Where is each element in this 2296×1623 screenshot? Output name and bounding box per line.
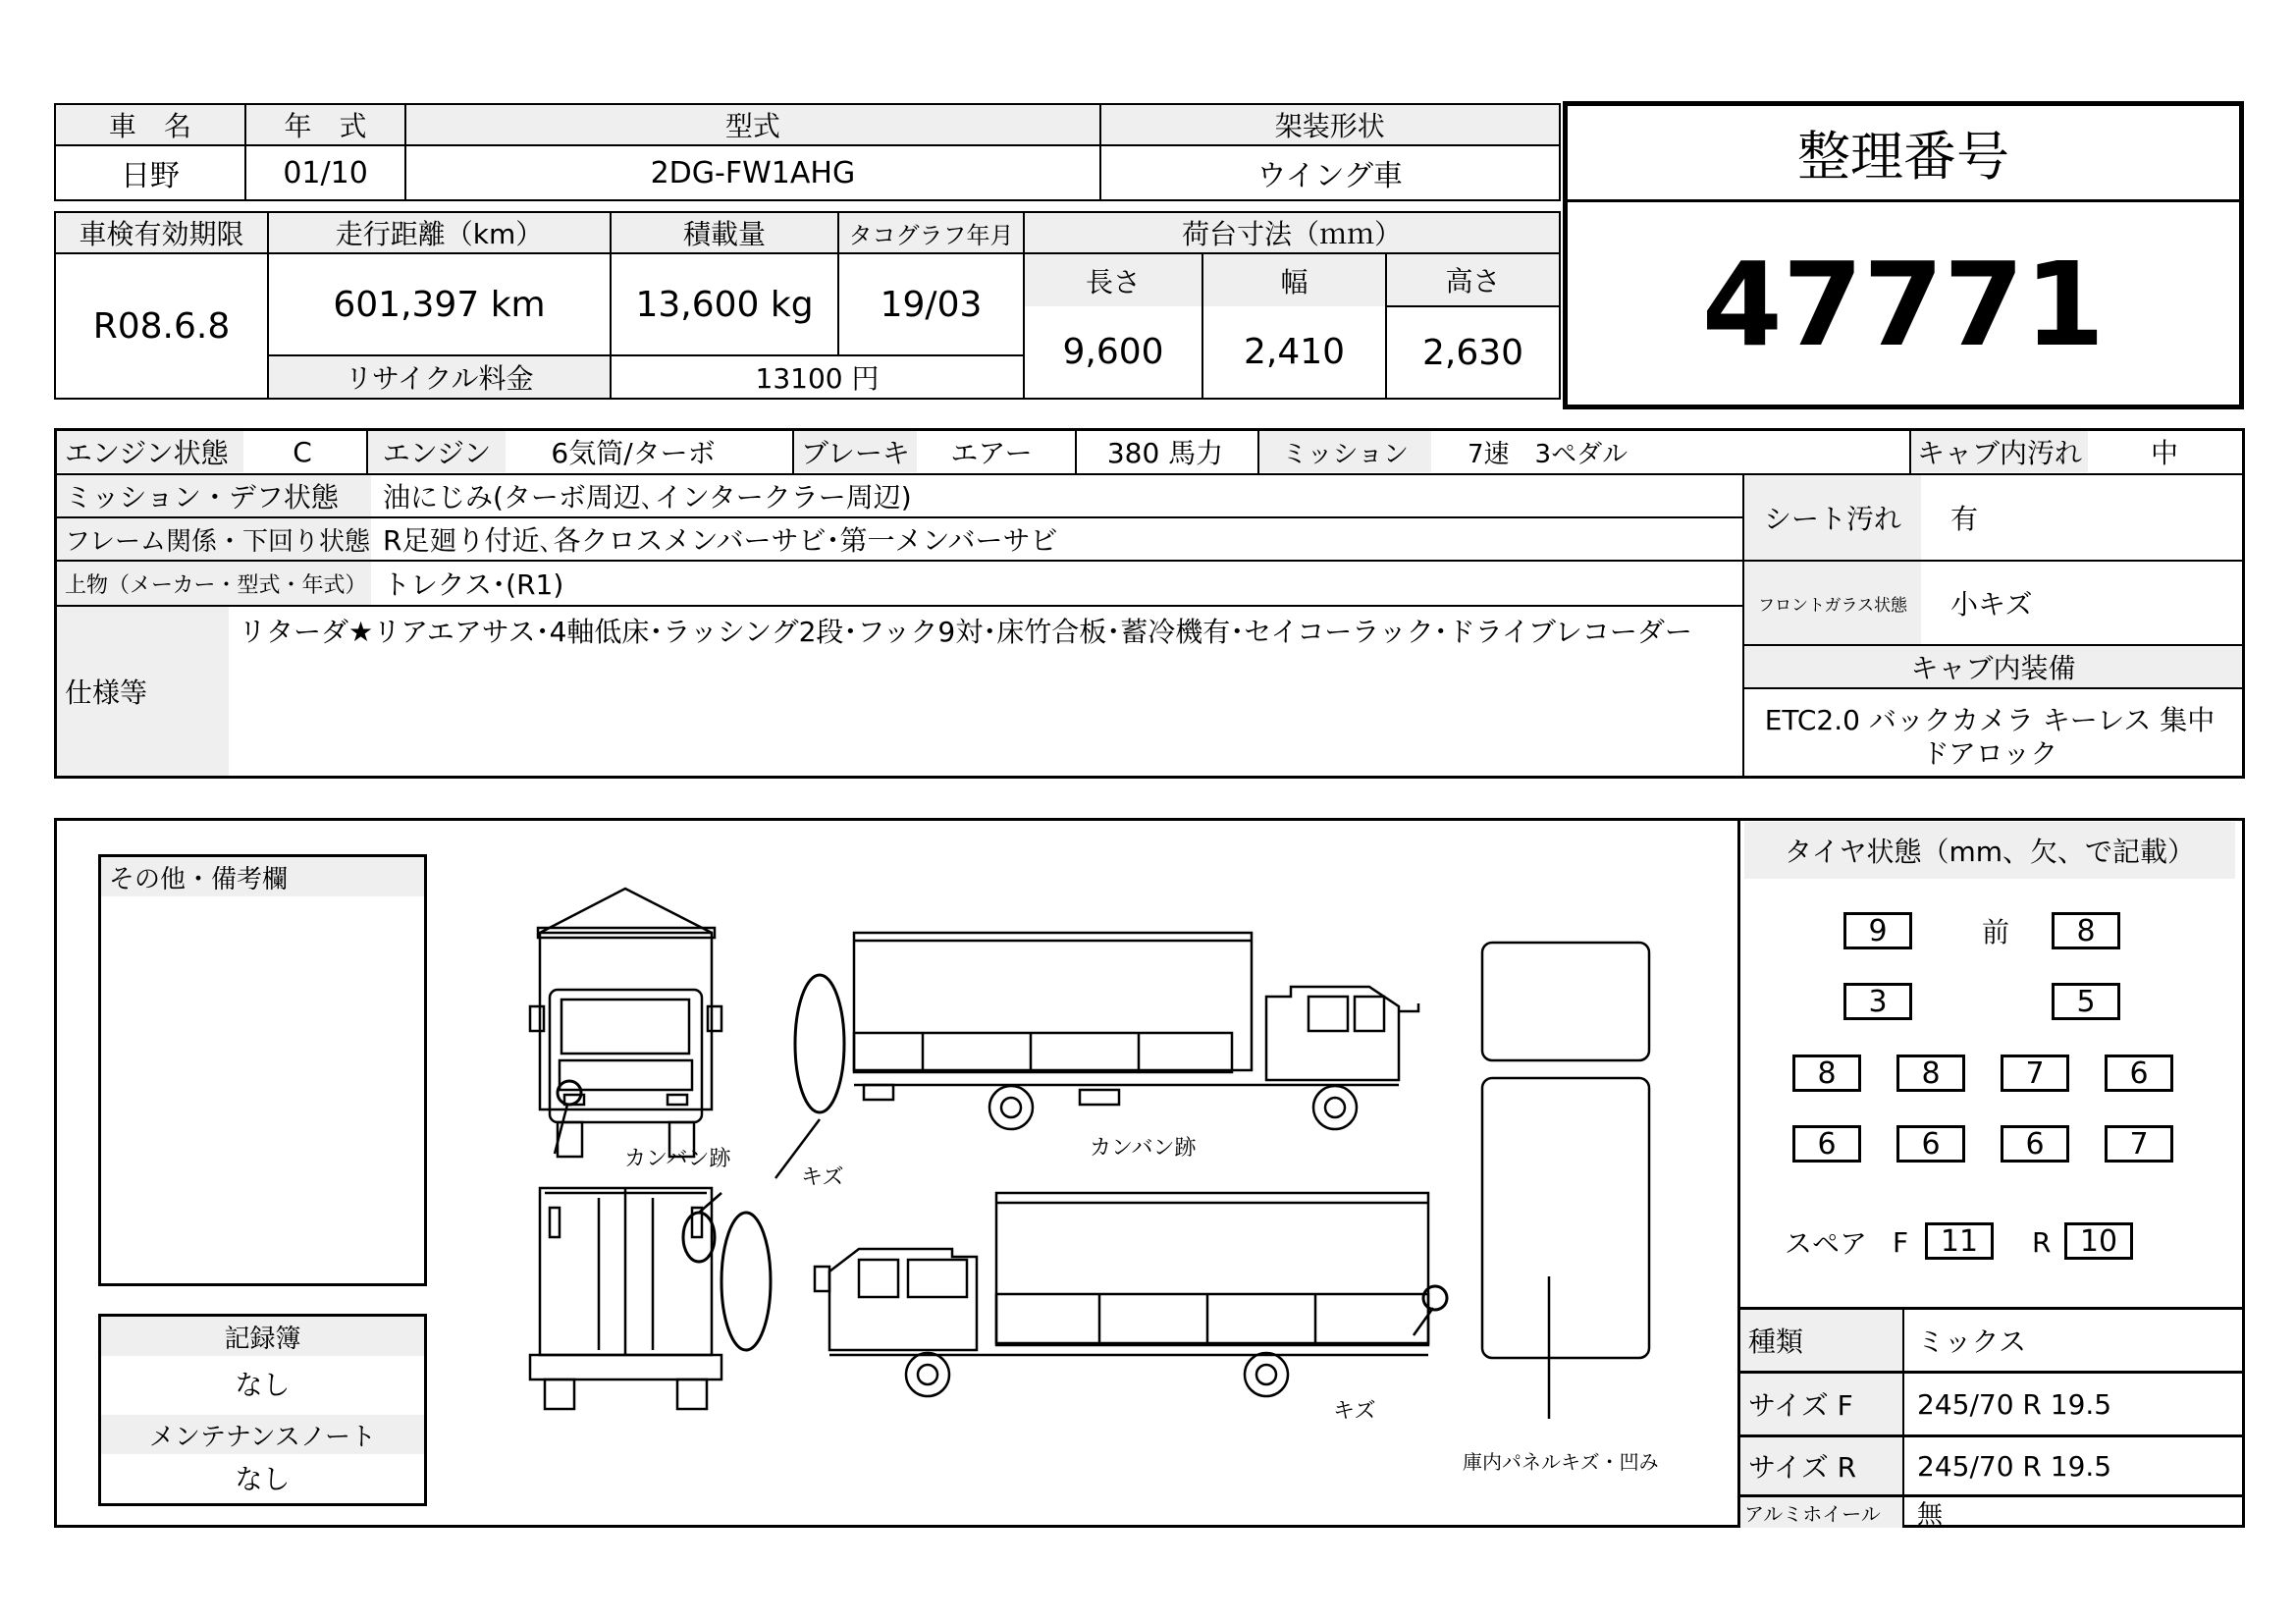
- tire-info: [1740, 1307, 2245, 1530]
- tire-row2-left: 3: [1843, 983, 1912, 1020]
- type-label: 種類: [1740, 1310, 1902, 1371]
- inspection-table: [54, 211, 1561, 400]
- load-value: 13,600 kg: [611, 253, 838, 355]
- mission-value: 7速 3ペダル: [1468, 439, 1629, 469]
- upper-label: 上物（メーカー・型式・年式）: [57, 562, 371, 605]
- floor-panel-box: [1482, 1078, 1649, 1358]
- scratch-label-1: キズ: [801, 1165, 844, 1190]
- size-r-label: サイズ R: [1740, 1437, 1902, 1494]
- seat-cell: [1744, 475, 2242, 562]
- notes-label: その他・備考欄: [101, 857, 424, 896]
- tire-row3-3: 7: [2001, 1055, 2069, 1092]
- scratch-mark-2: [1423, 1286, 1447, 1310]
- ref-box: [1563, 101, 2244, 409]
- mission-def-label: ミッション・デフ状態: [57, 475, 371, 516]
- spec-value: リターダ★リアエアサス･4軸低床･ラッシング2段･フック9対･床竹合板･蓄冷機有･セイコーラック･ドライブレコーダー: [239, 616, 1692, 648]
- expiry-value: R08.6.8: [55, 253, 268, 399]
- record-label: 記録簿: [101, 1317, 424, 1356]
- truck-left-side-view: [854, 933, 1418, 1129]
- type-value: ミックス: [1917, 1325, 2027, 1358]
- brake-label: ブレーキ: [794, 431, 917, 472]
- expiry-header: 車検有効期限: [55, 212, 268, 253]
- cab-equip-label: キャブ内装備: [1744, 646, 2242, 689]
- tire-row3-1: 8: [1792, 1055, 1861, 1092]
- tacho-value: 19/03: [838, 253, 1024, 355]
- vehicle-model: 2DG-FW1AHG: [405, 145, 1099, 200]
- scratch-mark-1: [558, 1081, 581, 1105]
- cab-dirt-value: 中: [2150, 437, 2178, 469]
- status-row-1: [54, 428, 2245, 475]
- cab-equip-value: ETC2.0 バックカメラ キーレス 集中ドアロック: [1764, 704, 2216, 770]
- name-header: 車 名: [55, 104, 245, 145]
- engine-state-label: エンジン状態: [57, 431, 243, 472]
- spare-f-value: 11: [1925, 1222, 1994, 1260]
- status-row-spec: [54, 607, 1743, 779]
- upper-value: トレクス･(R1): [383, 568, 564, 601]
- year-header: 年 式: [245, 104, 405, 145]
- truck-back-view: [530, 1188, 721, 1409]
- seat-value: 有: [1950, 503, 1979, 535]
- roof-panel-box: [1482, 943, 1649, 1060]
- record-value: なし: [235, 1369, 291, 1401]
- power-value: 380 馬力: [1106, 437, 1224, 469]
- notes-box: [98, 854, 427, 1286]
- glass-value: 小キズ: [1950, 588, 2033, 621]
- status-row-frame: [54, 518, 1743, 562]
- frame-value: R足廻り付近､各クロスメンバーサビ･第一メンバーサビ: [383, 524, 1058, 557]
- engine-value: 6気筒/ターボ: [551, 437, 716, 469]
- tire-title: タイヤ状態（mm、欠、で記載）: [1744, 822, 2235, 879]
- engine-state-value: C: [293, 435, 312, 468]
- glass-cell: [1744, 562, 2242, 646]
- seat-label: シート汚れ: [1744, 475, 1921, 560]
- tire-front-label: 前: [1981, 916, 2009, 948]
- tire-row4-3: 6: [2001, 1125, 2069, 1163]
- ref-number: 47771: [1701, 237, 2106, 372]
- tire-row4-1: 6: [1792, 1125, 1861, 1163]
- maint-value: なし: [235, 1463, 291, 1495]
- alu-value: 無: [1917, 1500, 1944, 1530]
- vehicle-body: ウイング車: [1100, 145, 1560, 200]
- vehicle-year: 01/10: [245, 145, 405, 200]
- frame-label: フレーム関係・下回り状態: [57, 518, 371, 560]
- maint-label: メンテナンスノート: [101, 1415, 424, 1454]
- width-value: 2,410: [1202, 306, 1386, 399]
- mileage-value: 601,397 km: [268, 253, 611, 355]
- vehicle-table: [54, 103, 1561, 201]
- height-value: 2,630: [1386, 306, 1560, 399]
- height-header: 高さ: [1386, 253, 1560, 306]
- dims-header: 荷台寸法（ｍｍ）: [1024, 212, 1560, 253]
- width-header: 幅: [1202, 253, 1386, 306]
- ref-label: 整理番号: [1568, 106, 2239, 202]
- tire-front-left: 9: [1843, 912, 1912, 949]
- tire-front-right: 8: [2052, 912, 2120, 949]
- kanban-label-1: カンバン跡: [624, 1147, 731, 1171]
- truck-diagram: [491, 884, 1698, 1492]
- tire-row4-4: 7: [2105, 1125, 2173, 1163]
- spare-r-label: R: [2032, 1225, 2052, 1259]
- kanban-label-2: カンバン跡: [1090, 1136, 1197, 1161]
- truck-right-side-view: [815, 1193, 1428, 1396]
- kanban-mark-3: [721, 1213, 771, 1350]
- recycle-value: 13100 円: [611, 355, 1024, 399]
- tire-row3-4: 6: [2105, 1055, 2173, 1092]
- status-row-mission-def: [54, 475, 1743, 518]
- spare-label: スペア: [1785, 1227, 1868, 1260]
- panel-label: 庫内パネルキズ・凹み: [1463, 1450, 1659, 1474]
- tire-panel: [1737, 818, 2245, 1528]
- truck-front-view: [530, 889, 721, 1157]
- alu-label: アルミホイール: [1740, 1497, 1902, 1528]
- model-header: 型式: [405, 104, 1099, 145]
- scratch-label-2: キズ: [1333, 1399, 1376, 1424]
- tacho-header: タコグラフ年月: [838, 212, 1024, 253]
- size-f-label: サイズ F: [1740, 1374, 1902, 1434]
- cab-dirt-label: キャブ内汚れ: [1911, 431, 2088, 472]
- mission-def-value: 油にじみ(ターボ周辺､インタークラー周辺): [383, 481, 912, 514]
- tire-row4-2: 6: [1896, 1125, 1965, 1163]
- mileage-header: 走行距離（km）: [268, 212, 611, 253]
- length-header: 長さ: [1024, 253, 1202, 306]
- kanban-mark-1: [795, 975, 844, 1112]
- length-value: 9,600: [1024, 306, 1202, 399]
- tire-row2-right: 5: [2052, 983, 2120, 1020]
- vehicle-name: 日野: [55, 145, 245, 200]
- status-row-upper: [54, 562, 1743, 607]
- size-r-value: 245/70 R 19.5: [1917, 1449, 2112, 1483]
- recycle-header: リサイクル料金: [268, 355, 611, 399]
- load-header: 積載量: [611, 212, 838, 253]
- spare-f-label: F: [1893, 1225, 1909, 1259]
- tire-row3-2: 8: [1896, 1055, 1965, 1092]
- record-box: [98, 1314, 427, 1506]
- mission-label: ミッション: [1259, 431, 1431, 472]
- glass-label: フロントガラス状態: [1744, 562, 1921, 644]
- spare-r-value: 10: [2064, 1222, 2133, 1260]
- size-f-value: 245/70 R 19.5: [1917, 1387, 2112, 1421]
- spec-label: 仕様等: [57, 607, 229, 776]
- engine-label: エンジン: [368, 431, 506, 472]
- brake-value: エアー: [950, 437, 1033, 469]
- body-header: 架装形状: [1100, 104, 1560, 145]
- cab-equip-cell: [1744, 646, 2242, 779]
